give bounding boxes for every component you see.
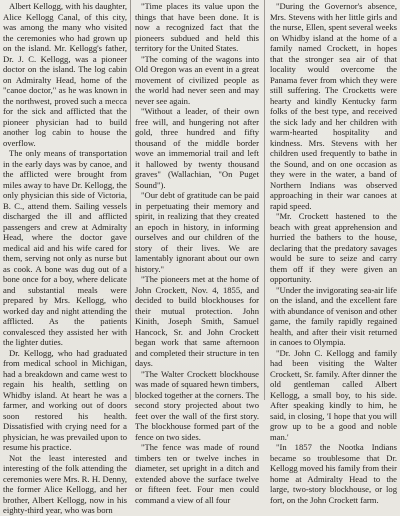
column-paragraph: "Without a leader, of their own free will, and hungering not after gold, three hundred and fifty thousand of the middle border wove an immemorial trail and left it hallowed by twenty thousand graves" (Wallachian, "On Puget Sound"). [135, 106, 259, 190]
column-divider [264, 0, 265, 400]
article-column-1 [3, 1, 127, 515]
column-paragraph: "During the Governor's absence, Mrs. Stevens with her little girls and the nurse, Ellen, spent several weeks on Whidby island at the home of a family named Crockett, in hopes that the stronger sea air of that locality would overcome the Panama fever from which they were still suffering. The Crocketts were hearty and kindly Kentucky farm folks of the best type, and received the sick lady and her children with warm-hearted hospitality and kindness. Mrs. Stevens with her children used frequently to bathe in the Sound, and on one occasion as they were in the water, a band of Northern Indians was observed approaching in their war canoes at rapid speed. [270, 1, 397, 211]
column-paragraph: The only means of transportation in the early days was by canoe, and the afflicted were brought from miles away to have Dr. Kellogg, the only physician this side of Victoria, B. C., attend them. Sailing vessels discharged the ill and afflicted passengers and crew at Admiralty Head, where the doctor gave medical aid and his wife cared for them, serving not only as nurse but as cook. A bone was dug out of a bone once for a boy, where delicate and substantial meals were prepared by Mrs. Kellogg, who worked day and night attending the afflicted. As the patients convalesced they assisted her with the lighter duties. [3, 148, 127, 347]
column-paragraph: "Mr. Crockett hastened to the beach with great apprehension and hurried the bathers to the house, declaring that the predatory savages would be sure to seize and carry them off if they were given an opportunity. [270, 211, 397, 284]
article-column-2 [135, 1, 259, 505]
column-divider [130, 0, 131, 400]
column-paragraph: Not the least interested and interesting of the folk attending the ceremonies were Mrs. R. H. Denny, the former Alice Kellogg, and her brother, Albert Kellogg, now in his eighty-third year, who was born [3, 452, 127, 515]
column-paragraph: "The coming of the wagons into Old Oregon was an event in a great movement of civilized people as the world had never seen and may never see again. [135, 53, 259, 106]
column-paragraph: "Time places its value upon the things that have been done. It is now a recognized fact that the pioneers subdued and held this territory for the United States. [135, 1, 259, 53]
column-paragraph: Albert Kellogg, with his daughter, Alice Kellogg Canal, of this city, was among the many who visited the ceremonies who had grown up on the island. Mr. Kellogg's father, Dr. J. C. Kellogg, was a pioneer doctor on the island. The log cabin on Admiralty Head, home of the "canoe doctor," as he was known in the northwest, proved such a mecca for the sick and afflicted that the pioneer physician had to build another log cabin to house the overflow. [3, 1, 127, 148]
column-paragraph: "The pioneers met at the home of John Crockett, Nov. 4, 1855, and decided to build blockhouses for their mutual protection. John Kinith, Joseph Smith, Samuel Hancock, Sr. and John Crockett began work that same afternoon and completed their structure in ten days. [135, 274, 259, 368]
column-paragraph: Dr. Kellogg, who had graduated from medical school in Michigan, had a breakdown and came west to regain his health, settling on Whidby island. At heart he was a farmer, and working out of doors soon restored his health. Dissatisfied with crying need for a physician, he was prevailed upon to resume his practice. [3, 347, 127, 452]
column-paragraph: "In 1857 the Nootka Indians became so troublesome that Dr. Kellogg moved his family from their home at Admiralty Head to the large, two-story blockhouse, or log fort, on the John Crockett farm. [270, 442, 397, 505]
article-column-3 [270, 1, 397, 505]
column-paragraph: "The Walter Crockett blockhouse was made of squared hewn timbers, blocked together at the corners. The second story projected about two feet over the wall of the first story. The blockhouse formed part of the fence on two sides. [135, 368, 259, 442]
column-paragraph: "The fence was made of round timbers ten or twelve inches in diameter, set upright in a ditch and extended above the surface twelve or fifteen feet. Four men could command a view of all four [135, 442, 259, 505]
column-paragraph: "Our debt of gratitude can be paid in perpetuating their memory and spirit, in realizing that they created an epoch in history, in informing ourselves and our children of the story of their lives. We are lamentably ignorant about our own history." [135, 190, 259, 274]
column-paragraph: "Under the invigorating sea-air life on the island, and the excellent fare with abundance of venison and other game, the family rapidly regained health, and after their visit returned in canoes to Olympia. [270, 284, 397, 347]
column-paragraph: "Dr. John C. Kellogg and family had been visiting the Walter Crockett, Sr. family. After dinner the old gentleman called Albert Kellogg, a small boy, to his side. After speaking kindly to him, he said, in closing, 'I hope that you will grow up to be a good and noble man.' [270, 347, 397, 442]
